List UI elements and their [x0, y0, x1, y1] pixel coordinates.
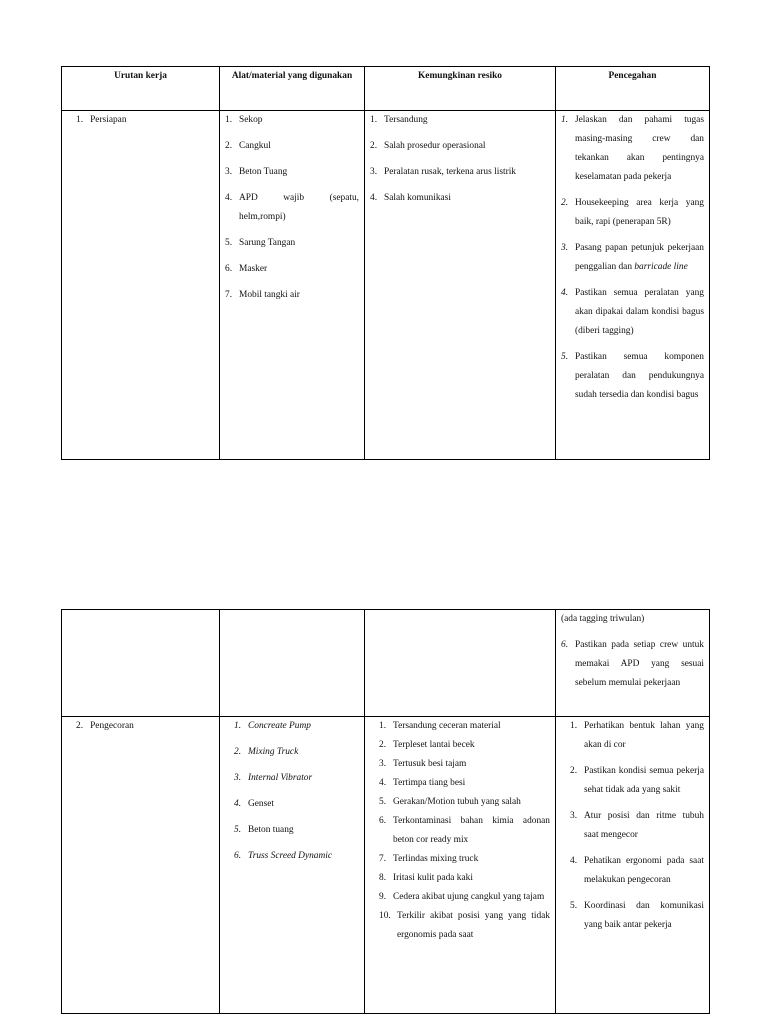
- list-item-text: Salah komunikasi: [384, 193, 451, 203]
- jsa-table-page-top: [61, 66, 710, 460]
- list-item: [225, 163, 359, 182]
- list-item-text: Tersandung ceceran material: [393, 721, 501, 731]
- list-item-number: 5.: [379, 797, 387, 807]
- list-item-text: Terkilir akibat posisi yang yang tidak ergonomis pada saat: [397, 911, 550, 940]
- list-item-text: Masker: [239, 264, 268, 274]
- list-item-number: 4.: [225, 193, 233, 203]
- list-item-number: 10.: [379, 911, 391, 921]
- list-item-text: Koordinasi dan komunikasi yang baik antar pekerja: [584, 901, 704, 930]
- list-item: [379, 888, 550, 907]
- risks-cell: [365, 717, 556, 1014]
- list-item: [225, 286, 359, 305]
- prevention-cell: [556, 717, 710, 1014]
- prevention-list: [570, 717, 704, 935]
- list-item-number: 6.: [379, 816, 387, 826]
- list-item-number: 2.: [570, 766, 578, 776]
- list-item-number: 2.: [234, 747, 242, 757]
- list-item-text: Tertusuk besi tajam: [393, 759, 467, 769]
- list-item-number: 4.: [570, 856, 578, 866]
- table-row: [62, 610, 710, 717]
- list-item-text: Salah prosedur operasional: [384, 141, 486, 151]
- list-item: [225, 189, 359, 227]
- step-cell: [62, 111, 220, 460]
- list-item-text: APD wajib (sepatu, helm,rompi): [239, 193, 359, 222]
- list-item-number: 3.: [379, 759, 387, 769]
- list-item-text: Terlindas mixing truck: [393, 854, 479, 864]
- list-item-number: 5.: [561, 352, 569, 362]
- list-item: [561, 348, 704, 405]
- list-item-number: 7.: [379, 854, 387, 864]
- risks-list: [379, 717, 550, 945]
- list-item-number: 3.: [561, 243, 569, 253]
- header-kemungkinan-resiko: Kemungkinan resiko: [365, 67, 556, 111]
- risks-list: [370, 111, 550, 208]
- list-item-text: Pastikan semua komponen peralatan dan pendukungnya sudah tersedia dan kondisi bagus: [575, 352, 704, 400]
- list-item-text: Mobil tangki air: [239, 290, 300, 300]
- list-item-number: 5.: [225, 238, 233, 248]
- step-label: 1. Persiapan: [76, 115, 127, 125]
- list-item-number: 4.: [234, 799, 242, 809]
- list-item-number: 8.: [379, 873, 387, 883]
- list-item-text: Atur posisi dan ritme tubuh saat mengecor: [584, 811, 704, 840]
- list-item-number: 1.: [561, 115, 569, 125]
- list-item-text: Housekeeping area kerja yang baik, rapi (penerapan 5R): [575, 198, 704, 227]
- list-item-number: 6.: [225, 264, 233, 274]
- list-item: [234, 847, 359, 866]
- list-item-text: Perhatikan bentuk lahan yang akan di cor: [584, 721, 704, 750]
- step-label: 2. Pengecoran: [76, 721, 134, 731]
- risks-cell: [365, 111, 556, 460]
- list-item: [570, 762, 704, 800]
- list-item-text: Pasang papan petunjuk pekerjaan penggalian dan barricade line: [575, 243, 704, 272]
- list-item-text: Sekop: [239, 115, 263, 125]
- list-item: [225, 111, 359, 130]
- list-item-number: 1.: [570, 721, 578, 731]
- list-item: [225, 137, 359, 156]
- list-item-text: Pastikan semua peralatan yang akan dipakai dalam kondisi bagus (diberi tagging): [575, 288, 704, 336]
- list-item-text: Pastikan pada setiap crew untuk memakai APD yang sesuai sebelum memulai pekerjaan: [575, 640, 704, 688]
- table-row: [62, 111, 710, 460]
- list-item-text: Beton tuang: [248, 825, 294, 835]
- list-item: [561, 111, 704, 187]
- jsa-table-page-bottom: [61, 609, 710, 1014]
- prevention-list-continued: [561, 610, 704, 693]
- list-item-number: 1.: [234, 721, 242, 731]
- tools-list: [225, 111, 359, 305]
- list-item-number: 2.: [379, 740, 387, 750]
- list-item-text: Tersandung: [384, 115, 428, 125]
- prevention-cell: [556, 111, 710, 460]
- table-row: [62, 717, 710, 1014]
- list-item: [570, 897, 704, 935]
- list-item-number: 4.: [379, 778, 387, 788]
- prevention-cell-continued: [556, 610, 710, 717]
- list-item: [225, 234, 359, 253]
- list-item: [379, 755, 550, 774]
- list-item: [370, 163, 550, 182]
- list-item-text: Sarung Tangan: [239, 238, 296, 248]
- list-item-text: Genset: [248, 799, 275, 809]
- list-item: [561, 239, 704, 277]
- list-item-number: 4.: [561, 288, 569, 298]
- list-item-text: Beton Tuang: [239, 167, 288, 177]
- tools-cell: [220, 717, 365, 1014]
- list-item: [561, 284, 704, 341]
- risks-cell-empty: [365, 610, 556, 717]
- list-item: [570, 717, 704, 755]
- list-item-text: Terkontaminasi bahan kimia adonan beton cor ready mix: [393, 816, 550, 845]
- list-item-number: 5.: [570, 901, 578, 911]
- list-item: [234, 743, 359, 762]
- prevention-list: [561, 111, 704, 405]
- list-item: [379, 869, 550, 888]
- list-item: [570, 807, 704, 845]
- list-item-text: Pehatikan ergonomi pada saat melakukan pengecoran: [584, 856, 704, 885]
- list-item-text: Concreate Pump: [248, 721, 311, 731]
- list-item: [379, 774, 550, 793]
- list-item: [370, 137, 550, 156]
- header-pencegahan: Pencegahan: [556, 67, 710, 111]
- list-item-number: 6.: [561, 640, 569, 650]
- list-item-text: Gerakan/Motion tubuh yang salah: [393, 797, 521, 807]
- step-cell: [62, 717, 220, 1014]
- list-item-text: Truss Screed Dynamic: [248, 851, 333, 861]
- list-item: [370, 189, 550, 208]
- tools-cell: [220, 111, 365, 460]
- italic-term: barricade line: [634, 262, 688, 272]
- list-item-text: Iritasi kulit pada kaki: [393, 873, 473, 883]
- header-urutan-kerja: Urutan kerja: [62, 67, 220, 111]
- list-item-number: 3.: [570, 811, 578, 821]
- list-item: [379, 717, 550, 736]
- list-item-text: Jelaskan dan pahami tugas masing-masing crew dan tekankan akan pentingnya keselamatan pada pekerja: [575, 115, 704, 182]
- list-item-text: Internal Vibrator: [248, 773, 313, 783]
- list-item-number: 2.: [225, 141, 233, 151]
- list-item: [234, 795, 359, 814]
- list-item-number: 3.: [234, 773, 242, 783]
- list-item: [379, 736, 550, 755]
- list-item-text: Peralatan rusak, terkena arus listrik: [384, 167, 516, 177]
- header-alat-material: Alat/material yang digunakan: [220, 67, 365, 111]
- list-item: [234, 769, 359, 788]
- list-item-number: 1.: [225, 115, 233, 125]
- list-item: [225, 260, 359, 279]
- list-item: [234, 717, 359, 736]
- list-item: [561, 194, 704, 232]
- list-item-text: Pastikan kondisi semua pekerja sehat tidak ada yang sakit: [584, 766, 704, 795]
- list-item: [234, 821, 359, 840]
- list-item-number: 9.: [379, 892, 387, 902]
- list-item: [379, 907, 550, 945]
- list-item-number: 2.: [561, 198, 569, 208]
- list-item-number: 7.: [225, 290, 233, 300]
- list-item-number: 2.: [370, 141, 378, 151]
- list-item-text: Cedera akibat ujung cangkul yang tajam: [393, 892, 545, 902]
- list-item-number: 4.: [370, 193, 378, 203]
- header-row: [62, 67, 710, 111]
- list-item: [370, 111, 550, 130]
- list-item: [379, 812, 550, 850]
- list-item: [570, 852, 704, 890]
- list-item: [379, 850, 550, 869]
- list-item-number: 1.: [370, 115, 378, 125]
- list-item-text: Terpleset lantai becek: [393, 740, 475, 750]
- list-item: [561, 610, 704, 629]
- list-item-number: 6.: [234, 851, 242, 861]
- tools-cell-empty: [220, 610, 365, 717]
- list-item: [379, 793, 550, 812]
- list-item-text: (ada tagging triwulan): [561, 614, 645, 624]
- list-item-text: Tertimpa tiang besi: [393, 778, 466, 788]
- list-item-text: Cangkul: [239, 141, 271, 151]
- step-cell-empty: [62, 610, 220, 717]
- list-item-number: 3.: [225, 167, 233, 177]
- list-item-number: 1.: [379, 721, 387, 731]
- list-item-text: Mixing Truck: [248, 747, 299, 757]
- list-item: [561, 636, 704, 693]
- list-item-number: 3.: [370, 167, 378, 177]
- tools-list: [234, 717, 359, 866]
- list-item-number: 5.: [234, 825, 242, 835]
